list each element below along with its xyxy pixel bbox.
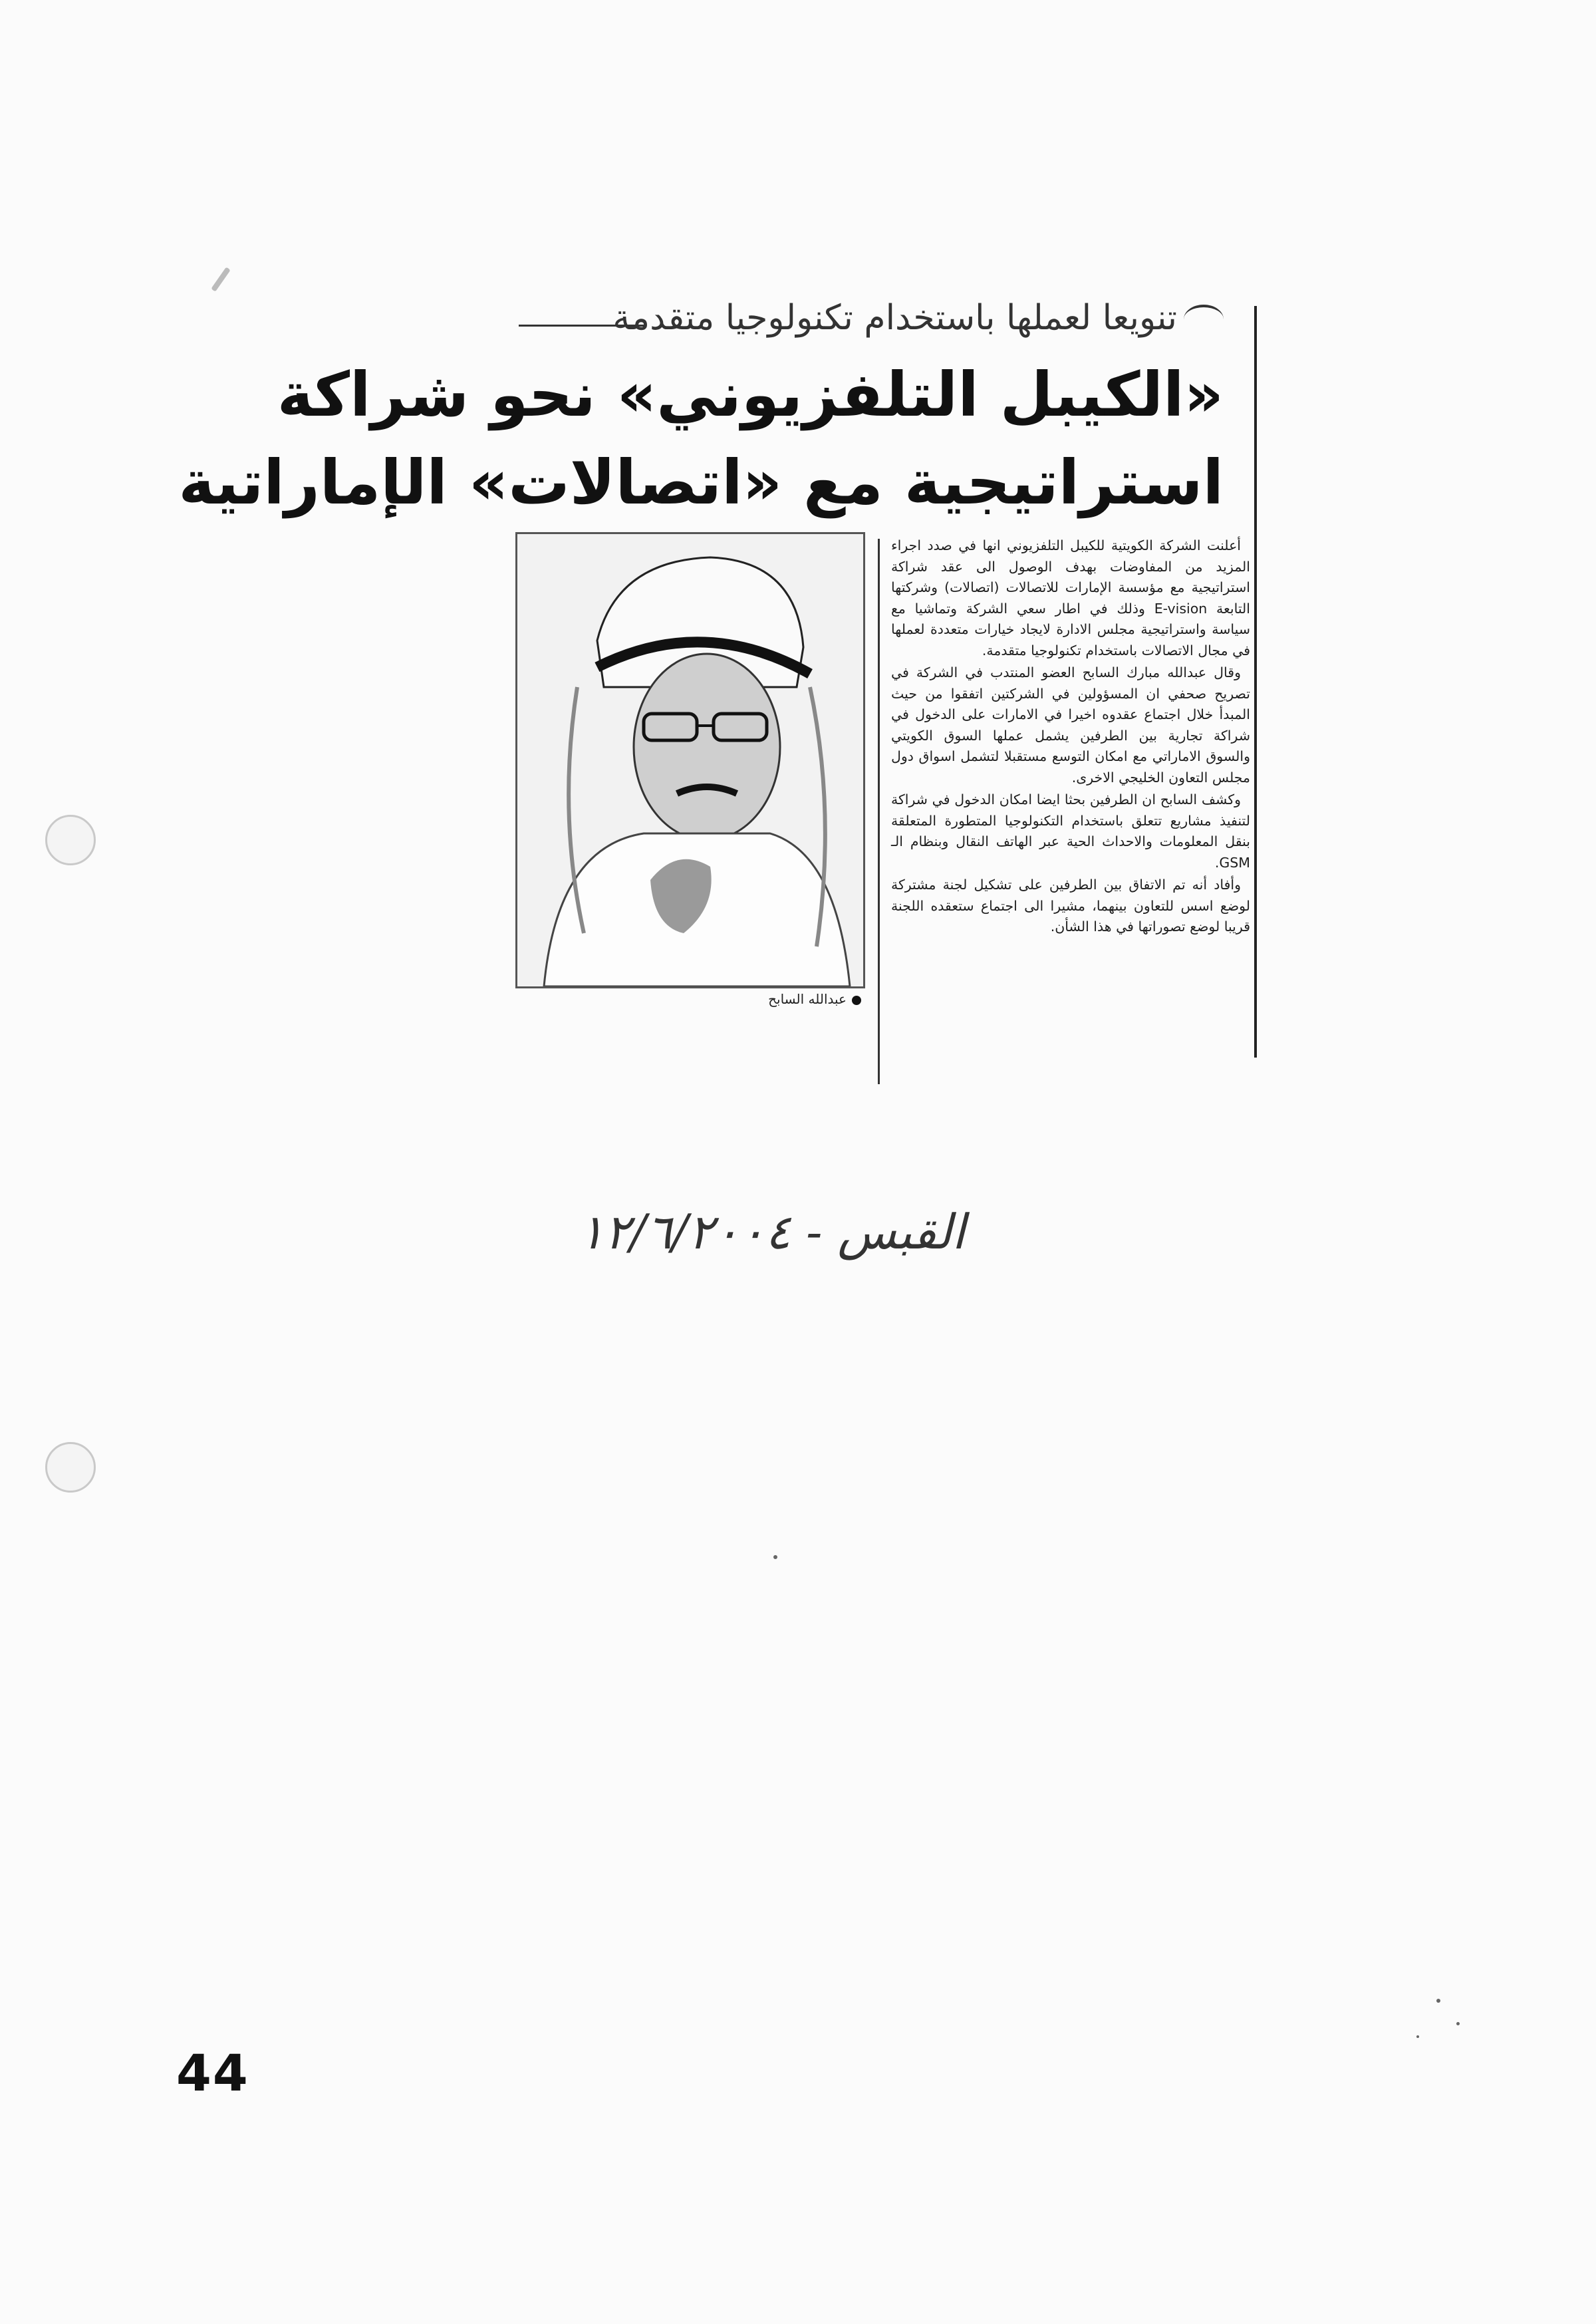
photo-caption-text: عبدالله السابح [768,991,847,1007]
article-body [891,535,1250,939]
article-paragraph: وكشف السابح ان الطرفين بحثا ايضا امكان الدخول في شراكة لتنفيذ مشاريع تتعلق باستخدام التكنولوجيا المتطورة المتعلقة بنقل المعلومات والاحداث الحية عبر الهاتف النقال وبنظام الـ GSM. [891,792,1250,871]
handwritten-source-date: القبس - ١٢/٦/٢٠٠٤ [579,1204,966,1260]
caption-bullet-icon [852,996,861,1005]
headline-line-1: «الكيبل التلفزيوني» نحو شراكة [277,359,1224,430]
punch-hole-bottom [45,1442,96,1493]
page-number: 44 [176,2043,249,2103]
scan-speck [211,267,230,291]
column-rule-right [1254,306,1257,1058]
article-photo [515,532,865,988]
scan-speck [1436,1999,1440,2003]
scan-speck [773,1555,777,1559]
kicker-flourish [1184,305,1224,334]
article-paragraph: وقال عبدالله مبارك السابح العضو المنتدب في الشركة في تصريح صحفي ان المسؤولين في الشركتين اتفقوا من حيث المبدأ خلال اجتماع عقدوه اخيرا في الامارات على الدخول في شراكة تجارية بين الطرفين يشمل عملها السوق الكويتي والسوق الاماراتي مع امكان التوسع مستقبلا لتشمل اسواق دول مجلس التعاون الخليجي الاخرى. [891,664,1250,786]
newspaper-clipping [178,293,1270,1078]
scan-speck [1416,2035,1419,2038]
article-paragraph: وأفاد أنه تم الاتفاق بين الطرفين على تشكيل لجنة مشتركة لوضع اسس للتعاون بينهما، مشيرا الى اجتماع ستعقده اللجنة قريبا لوضع تصوراتها في هذا الشأن. [891,877,1250,935]
punch-hole-top [45,815,96,865]
portrait-figure [517,534,863,986]
photo-caption [515,991,861,1007]
article-paragraph: أعلنت الشركة الكويتية للكيبل التلفزيوني انها في صدد اجراء المزيد من المفاوضات بهدف الوصول الى عقد شراكة استراتيجية مع مؤسسة الإمارات للاتصالات (اتصالات) وشركتها التابعة E-vision وذلك في اطار سعي الشركة وتماشيا مع سياسة واستراتيجية مجلس الادارة لايجاد خيارات متعددة لعملها في مجال الاتصالات باستخدام تكنولوجيا متقدمة. [891,537,1250,658]
column-divider [878,539,880,1084]
scan-speck [1456,2022,1460,2025]
article-kicker: تنويعا لعملها باستخدام تكنولوجيا متقدمة [612,298,1177,338]
headline-line-2: استراتيجية مع «اتصالات» الإماراتية [178,447,1224,518]
